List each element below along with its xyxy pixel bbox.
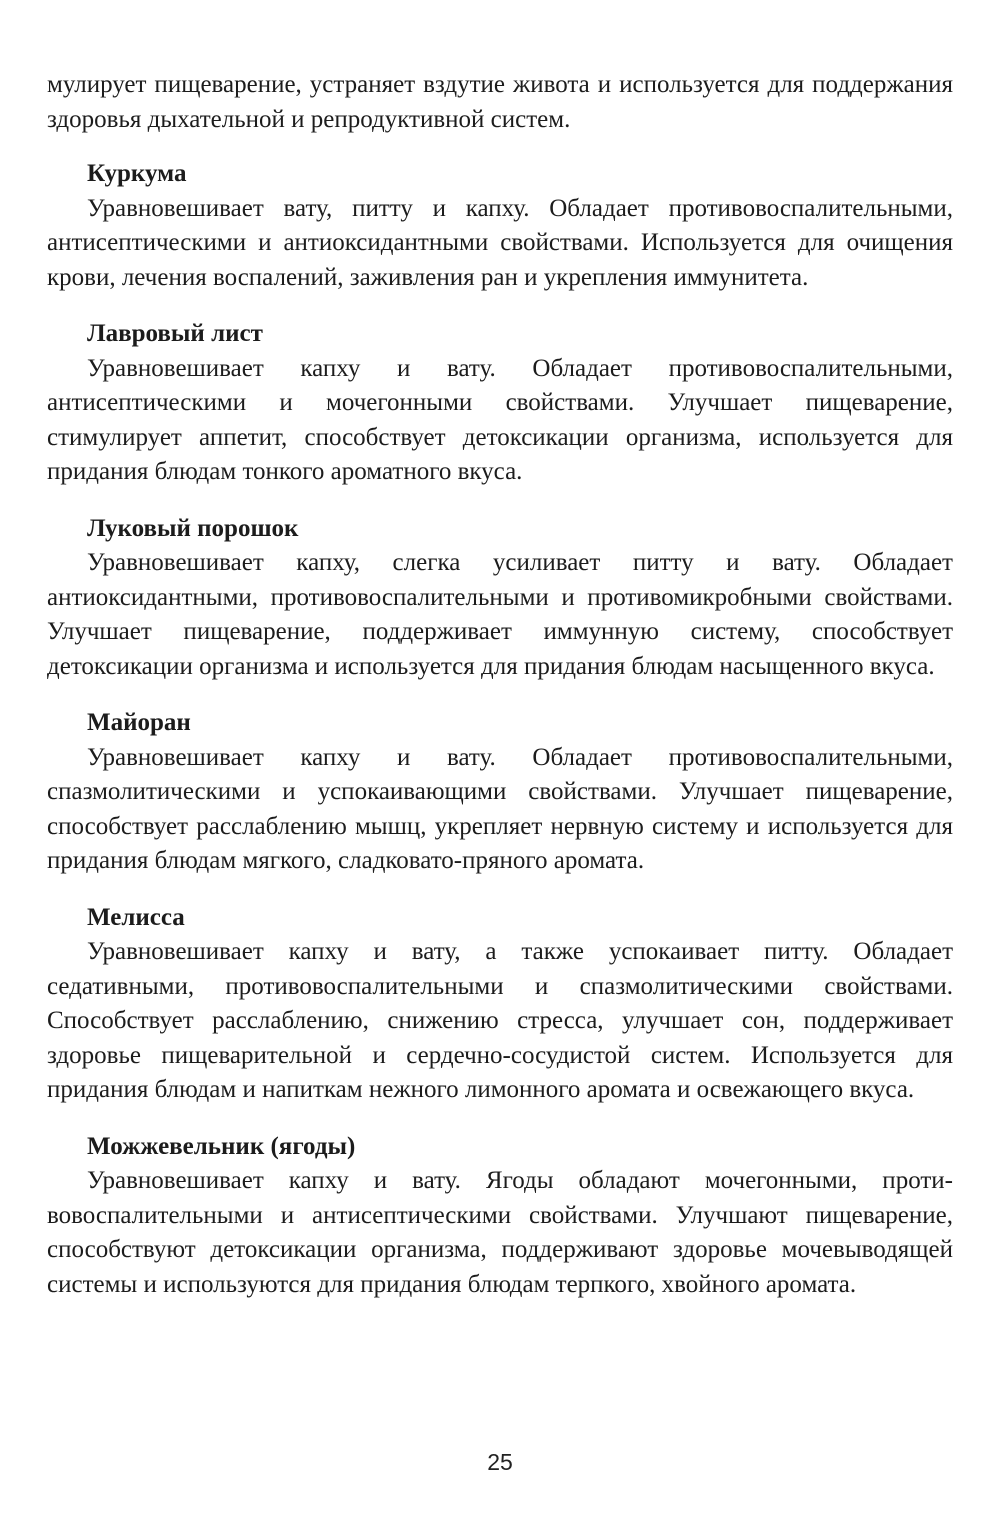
entry-title: Майоран [87,709,191,736]
entry-text: Уравновешивает капху и вату. Ягоды обладают мочегонными, противовоспалительными и антисептическими свойствами. Улучшают пищеварение, способствуют детоксикации организма, поддерживают здоровье мочевыводящей системы и используются для придания блюдам терпкого, хвойного аромата. [47,1167,953,1298]
entry-onion-powder [47,512,953,685]
entry-text: Уравновешивает капху и вату, а также успокаивает питту. Обладает седативными, противовоспалительными и спазмолитическими свойствами. Способствует расслаблению, снижению стресса, улучшает сон, поддерживает здоровье пищеварительной и сердечно-сосудистой систем. Используется для придания блюдам и напиткам нежного лимонного аромата и освежающего вкуса. [47,938,953,1103]
entry-turmeric [47,157,953,295]
entry-title: Луковый порошок [87,514,299,542]
entry-title: Можжевельник (ягоды) [87,1132,356,1160]
entry-text: Уравновешивает вату, питту и капху. Обладает противовоспалительными, антисептическими и антиоксидантными свойствами. Используется для очищения крови, лечения воспалений, заживления ран и укрепления иммунитета. [47,194,953,291]
entry-text: Уравновешивает капху и вату. Обладает противовоспалительными, спазмолитическими и успокаивающими свойствами. Улучшает пищеварение, способствует расслаблению мышц, укрепляет нервную систему и используется для придания блюдам мягкого, сладковато-пряного аромата. [47,743,953,874]
intro-paragraph: мулирует пищеварение, устраняет вздутие живота и используется для поддержания здоровья дыхательной и репродуктивной систем. [47,71,953,133]
page-content [47,68,953,1324]
entry-text: Уравновешивает капху и вату. Обладает противовоспалительными, антисептическими и мочегонными свойствами. Улучшает пищеварение, стимулирует аппетит, способствует детоксикации организма, используется для придания блюдам тонкого ароматного вкуса. [47,354,953,485]
entry-juniper [47,1130,953,1303]
entry-lemon-balm [47,901,953,1108]
entry-title: Мелисса [87,903,185,931]
entry-title: Лавровый лист [87,320,263,347]
entry-bay-leaf [47,317,953,490]
entry-marjoram [47,706,953,879]
entry-text: Уравновешивает капху, слегка усиливает питту и вату. Обладает антиоксидантными, противовоспалительными и противомикробными свойствами. Улучшает пищеварение, поддерживает иммунную систему, способствует детоксикации организма и используется для придания блюдам насыщенного вкуса. [47,549,953,680]
page-number: 25 [487,1449,513,1475]
entry-title: Куркума [87,160,187,187]
